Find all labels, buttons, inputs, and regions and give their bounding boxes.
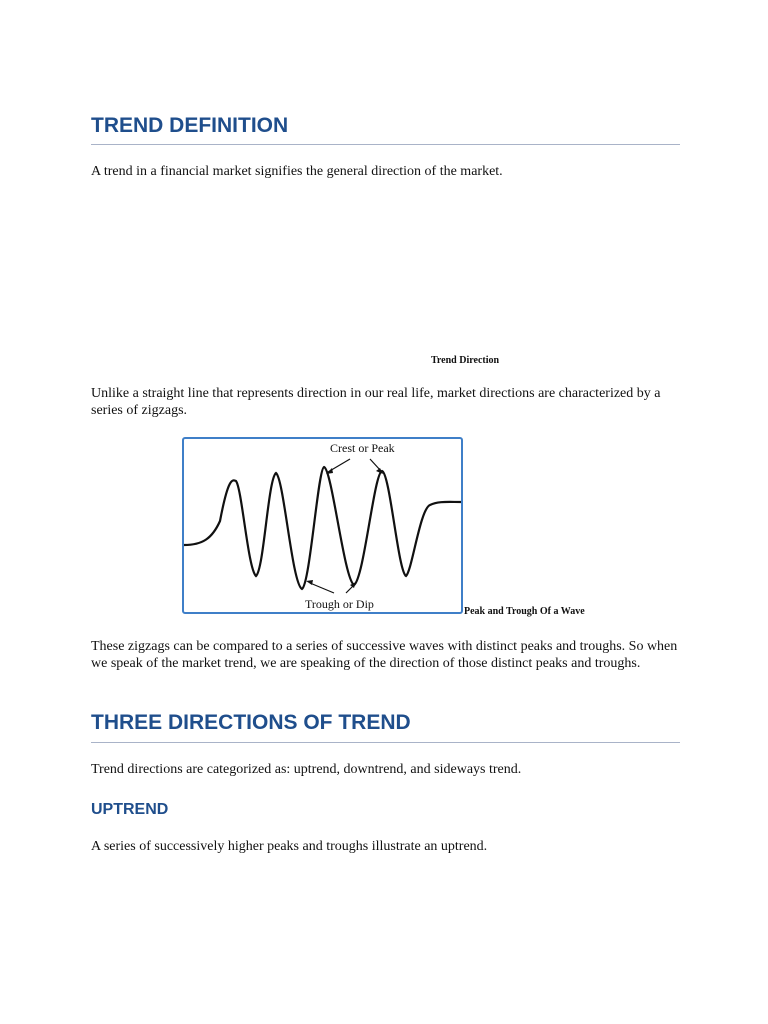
heading-uptrend: UPTREND — [91, 801, 169, 818]
directions-paragraph: Trend directions are categorized as: uptrend, downtrend, and sideways trend. — [91, 762, 522, 777]
image-caption-trend-direction: Trend Direction — [431, 355, 500, 366]
zigzag-paragraph: Unlike a straight line that represents direction in our real life, market directions are characterized by a series of zigzags. — [91, 386, 661, 418]
wave-figure — [182, 437, 463, 614]
uptrend-paragraph: A series of successively higher peaks and troughs illustrate an uptrend. — [91, 839, 488, 854]
arrow-trough-left — [310, 583, 334, 593]
waves-paragraph: These zigzags can be compared to a series of successive waves with distinct peaks and troughs. So when we speak of the market trend, we are speaking of the direction of those distinct peaks and troughs. — [91, 639, 678, 671]
heading-rule — [91, 144, 680, 145]
intro-paragraph: A trend in a financial market signifies the general direction of the market. — [91, 164, 503, 179]
wave-curve — [184, 467, 461, 589]
heading-three-directions: THREE DIRECTIONS OF TREND — [91, 711, 411, 734]
heading-rule — [91, 742, 680, 743]
figure-caption-peak-trough: Peak and Trough Of a Wave — [464, 606, 585, 617]
wave-diagram — [184, 439, 461, 612]
heading-trend-definition: TREND DEFINITION — [91, 114, 289, 137]
label-trough-or-dip: Trough or Dip — [305, 597, 374, 611]
arrow-trough-left-head — [306, 580, 313, 585]
label-crest-or-peak: Crest or Peak — [330, 441, 395, 455]
